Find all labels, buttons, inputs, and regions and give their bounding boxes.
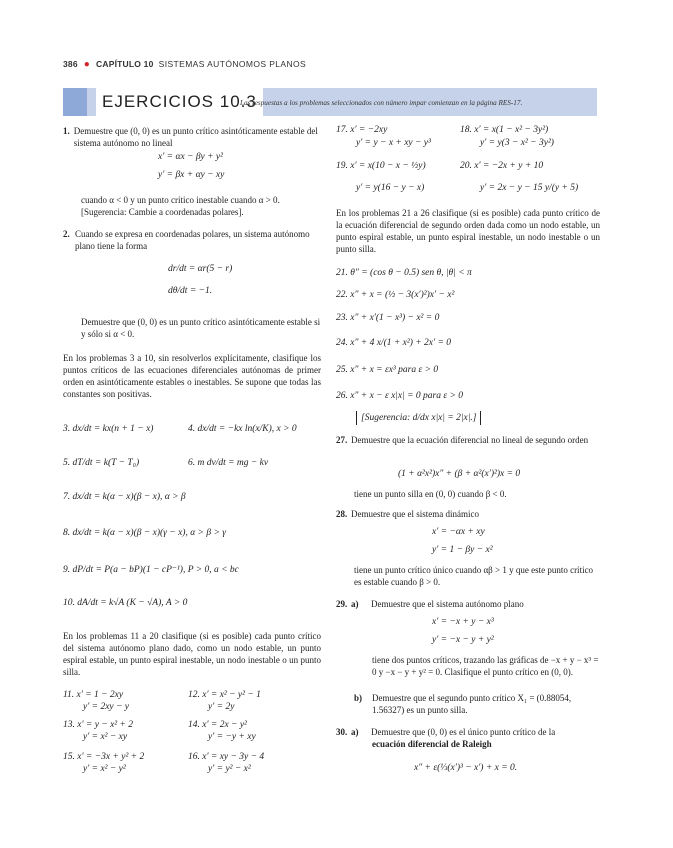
exercise-6: 6. m dv/dt = mg − kv bbox=[188, 458, 269, 468]
exercise-26: 26. x″ + x − ε x|x| = 0 para ε > 0 bbox=[336, 391, 463, 401]
exercise-14a: 14. x′ = 2x − y² bbox=[188, 720, 247, 730]
exercise-8: 8. dx/dt = k(α − x)(β − x)(γ − x), α > β > γ bbox=[63, 528, 226, 538]
problem-number: 2. bbox=[63, 229, 70, 239]
eq-27: (1 + α²x²)x″ + (β + α²(x′)²)x = 0 bbox=[398, 469, 521, 479]
exercise-14b: y′ = −y + xy bbox=[208, 732, 256, 742]
exercise-11b: y′ = 2xy − y bbox=[83, 702, 130, 712]
running-header bbox=[63, 59, 306, 70]
problem-29b bbox=[354, 692, 600, 716]
exercise-13a: 13. x′ = y − x² + 2 bbox=[63, 720, 134, 730]
problem-number: 28. bbox=[336, 509, 348, 519]
problem-29a-after: tiene dos puntos críticos, trazando las gráficas de −x + y − x³ = 0 y −x − y + y² = 0. Clasifique el punto crítico en (0, 0). bbox=[372, 655, 599, 677]
eq-1b: y′ = βx + αy − xy bbox=[158, 170, 225, 180]
exercise-24: 24. x″ + 4 x/(1 + x²) + 2x′ = 0 bbox=[336, 338, 451, 348]
eq-2b: dθ/dt = −1. bbox=[168, 286, 213, 296]
exercise-20b: y′ = 2x − y − 15 y/(y + 5) bbox=[480, 183, 579, 193]
problem-27 bbox=[336, 434, 600, 446]
problem-28-after: tiene un punto crítico único cuando αβ > 1 y que este punto crítico es estable cuando β > 0. bbox=[354, 565, 594, 587]
exercise-21: 21. θ″ = (cos θ − 0.5) sen θ, |θ| < π bbox=[336, 268, 472, 278]
problem-text: Demuestre que la ecuación diferencial no lineal de segundo orden bbox=[351, 435, 589, 445]
problem-number: 27. bbox=[336, 435, 348, 445]
exercise-19a: 19. x′ = x(10 − x − ½y) bbox=[336, 161, 426, 171]
chapter-title: SISTEMAS AUTÓNOMOS PLANOS bbox=[158, 59, 307, 69]
eq-28b: y′ = 1 − βy − x² bbox=[432, 545, 493, 555]
intro-21-26: En los problemas 21 a 26 clasifique (si es posible) cada punto crítico de la ecuación diferencial de segundo orden dada como un nodo estable, un punto espiral estable, un punto espiral inestable, un nodo inestable o un punto silla. bbox=[336, 208, 600, 254]
exercise-12a: 12. x′ = x² − y² − 1 bbox=[188, 690, 261, 700]
exercise-19b: y′ = y(16 − y − x) bbox=[356, 183, 425, 193]
problem-28 bbox=[336, 508, 600, 520]
exercise-16a: 16. x′ = xy − 3y − 4 bbox=[188, 752, 265, 762]
section-title: EJERCICIOS 10.3 bbox=[96, 88, 263, 116]
exercise-9: 9. dP/dt = P(a − bP)(1 − cP⁻¹), P > 0, a < bc bbox=[63, 565, 239, 575]
eq-30: x″ + ε(⅓(x′)³ − x′) + x = 0. bbox=[414, 763, 518, 773]
exercise-15b: y′ = x² − y² bbox=[83, 764, 126, 774]
section-note: Las respuestas a los problemas seleccionados con número impar comienzan en la página RES-17. bbox=[240, 99, 523, 107]
exercise-17a: 17. x′ = −2xy bbox=[336, 125, 388, 135]
exercise-13b: y′ = x² − xy bbox=[83, 732, 128, 742]
exercise-12b: y′ = 2y bbox=[208, 702, 235, 712]
chapter-label: CAPÍTULO 10 bbox=[96, 59, 154, 69]
exercise-20a: 20. x′ = −2x + y + 10 bbox=[460, 161, 544, 171]
problem-number: 30. bbox=[336, 727, 348, 737]
part-label: b) bbox=[354, 693, 363, 703]
problem-2-after: Demuestre que (0, 0) es un punto crítico asintóticamente estable si y sólo si α < 0. bbox=[81, 317, 321, 339]
problem-text: Cuando se expresa en coordenadas polares, un sistema autónomo plano tiene la forma bbox=[74, 229, 310, 251]
problem-27-after: tiene un punto silla en (0, 0) cuando β < 0. bbox=[354, 489, 507, 499]
exercise-7: 7. dx/dt = k(α − x)(β − x), α > β bbox=[63, 492, 186, 502]
exercise-11a: 11. x′ = 1 − 2xy bbox=[63, 690, 124, 700]
exercise-5: 5. dT/dt = k(T − T₀) bbox=[63, 458, 140, 468]
exercise-18a: 18. x′ = x(1 − x² − 3y²) bbox=[460, 125, 549, 135]
exercise-15a: 15. x′ = −3x + y² + 2 bbox=[63, 752, 145, 762]
problem-2 bbox=[63, 228, 321, 252]
problem-text: Demuestre que (0, 0) es el único punto crítico de la bbox=[371, 727, 556, 737]
bullet-dot: ● bbox=[83, 59, 91, 70]
exercise-3: 3. dx/dt = kx(n + 1 − x) bbox=[63, 424, 154, 434]
problem-number: 1. bbox=[63, 126, 70, 136]
part-label: a) bbox=[351, 599, 359, 609]
eq-29a: x′ = −x + y − x³ bbox=[432, 617, 494, 627]
problem-number: 29. bbox=[336, 599, 348, 609]
problem-30a bbox=[336, 726, 600, 738]
problem-1-after: cuando α < 0 y un punto crítico inestable cuando α > 0. [Sugerencia: Cambie a coordenadas polares]. bbox=[81, 195, 280, 217]
eq-29b: y′ = −x − y + y² bbox=[432, 635, 494, 645]
raleigh-equation-label: ecuación diferencial de Raleigh bbox=[372, 739, 492, 749]
exercise-10: 10. dA/dt = k√A (K − √A), A > 0 bbox=[63, 598, 188, 608]
intro-3-10: En los problemas 3 a 10, sin resolverlos explícitamente, clasifique los puntos críticos de las ecuaciones diferenciales autónomas de primer orden en asintóticamente estables o inestables. Se supone que todas las constantes son positivas. bbox=[63, 353, 321, 399]
problem-29a bbox=[336, 598, 600, 610]
eq-28a: x′ = −αx + xy bbox=[432, 527, 485, 537]
exercise-26-hint: [Sugerencia: d/dx x|x| = 2|x|.] bbox=[356, 411, 481, 425]
problem-text: Demuestre que el sistema autónomo plano bbox=[371, 599, 524, 609]
exercise-4: 4. dx/dt = −kx ln(x/K), x > 0 bbox=[188, 424, 297, 434]
part-label: a) bbox=[351, 727, 359, 737]
problem-text: Demuestre que (0, 0) es un punto crítico asintóticamente estable del sistema autónomo no lineal bbox=[73, 126, 318, 148]
exercise-16b: y′ = y² − x² bbox=[208, 764, 251, 774]
eq-1a: x′ = αx − βy + y² bbox=[158, 152, 223, 162]
eq-2a: dr/dt = αr(5 − r) bbox=[168, 264, 233, 274]
intro-11-20: En los problemas 11 a 20 clasifique (si es posible) cada punto crítico del sistema autónomo plano dado, como un nodo estable, un punto espiral estable, un punto espiral inestable, un nodo inestable o un punto silla. bbox=[63, 631, 321, 677]
exercise-18b: y′ = y(3 − x² − 3y²) bbox=[480, 138, 554, 148]
exercise-17b: y′ = y − x + xy − y³ bbox=[356, 138, 431, 148]
problem-text: Demuestre que el segundo punto crítico X₁ = (0.88054, 1.56327) es un punto silla. bbox=[372, 693, 572, 715]
section-band-square bbox=[63, 88, 87, 116]
page-number: 386 bbox=[63, 59, 78, 69]
exercise-22: 22. x″ + x = (½ − 3(x′)²)x′ − x² bbox=[336, 290, 455, 300]
exercise-23: 23. x″ + x′(1 − x³) − x² = 0 bbox=[336, 313, 440, 323]
problem-text: Demuestre que el sistema dinámico bbox=[351, 509, 479, 519]
exercise-25: 25. x″ + x = εx³ para ε > 0 bbox=[336, 365, 439, 375]
problem-1 bbox=[63, 125, 321, 149]
